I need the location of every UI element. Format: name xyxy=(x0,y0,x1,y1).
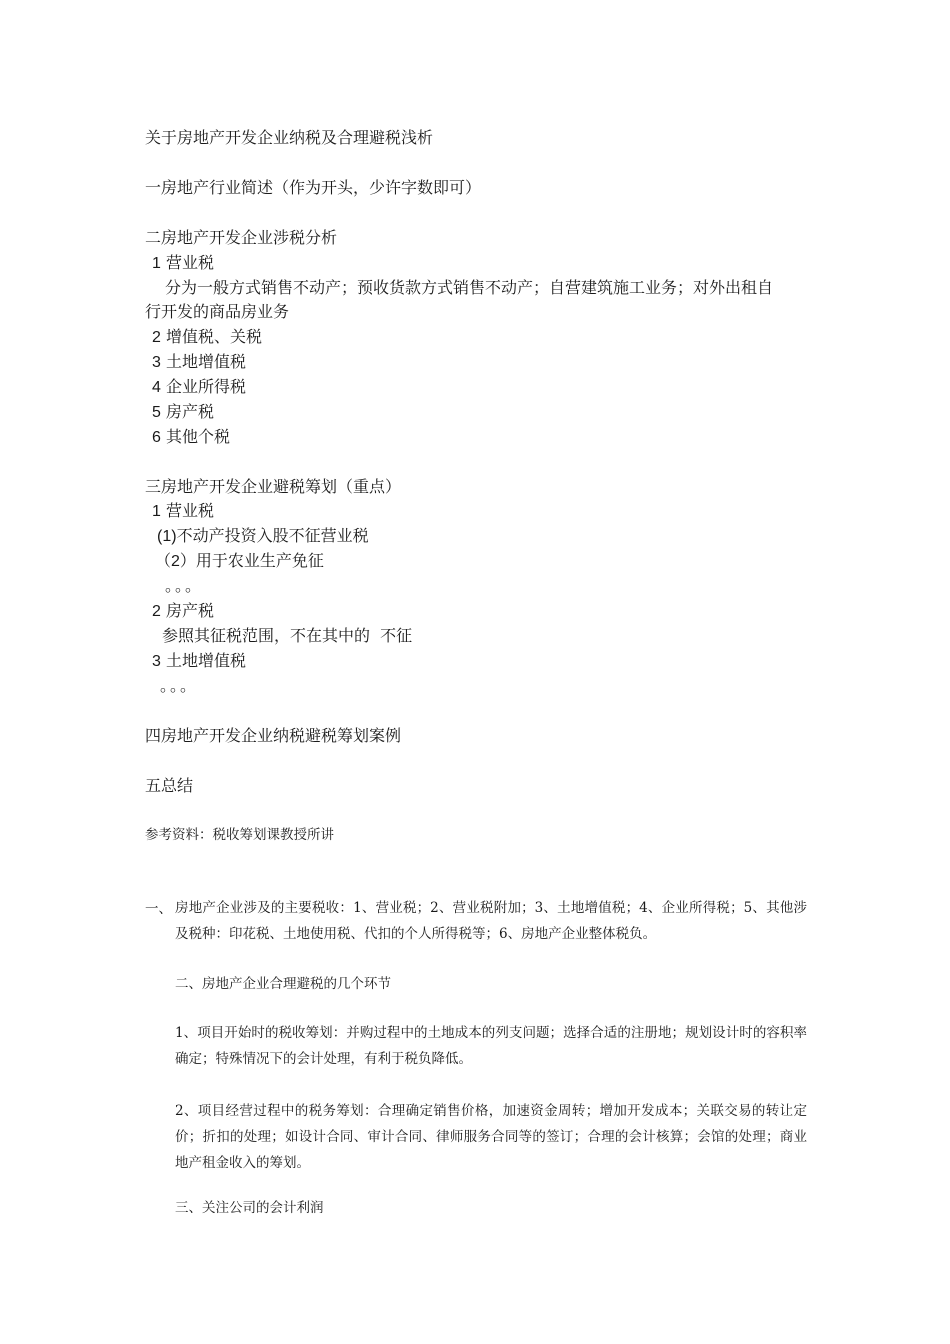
item-number: 5 xyxy=(152,404,161,421)
outline-section-2-item-3 xyxy=(152,352,246,373)
outline-section-2-item-2 xyxy=(152,327,262,348)
item-number: 3 xyxy=(152,653,161,670)
document-title: 关于房地产开发企业纳税及合理避税浅析 xyxy=(145,128,434,147)
sub-label: 不动产投资入股不征营业税 xyxy=(176,526,369,545)
item-label: 房产税 xyxy=(166,402,215,421)
outline-section-3-item-1 xyxy=(152,501,214,522)
item-label: 土地增值税 xyxy=(166,352,247,371)
body-heading-2: 二、房地产企业合理避税的几个环节 xyxy=(175,976,391,992)
body-paragraph-2: 1、项目开始时的税收筹划：并购过程中的土地成本的列支问题；选择合适的注册地；规划设计时的容积率确定；特殊情况下的会计处理，有利于税负降低。 xyxy=(175,1025,807,1067)
body-paragraph-1: 房地产企业涉及的主要税收：1、营业税；2、营业税附加；3、土地增值税；4、企业所得税；5、其他涉及税种：印花税、土地使用税、代扣的个人所得税等；6、房地产企业整体税负。 xyxy=(175,900,807,942)
sub-open-paren: （ xyxy=(155,551,172,570)
outline-section-2-item-1-desc-line-2: 行开发的商品房业务 xyxy=(145,302,290,321)
item-label: 土地增值税 xyxy=(166,651,247,670)
outline-section-3-item-3 xyxy=(152,651,246,672)
outline-section-5: 五总结 xyxy=(145,776,194,795)
item-label: 企业所得税 xyxy=(166,377,247,396)
outline-section-4: 四房地产开发企业纳税避税筹划案例 xyxy=(145,726,402,745)
reference-line: 参考资料：税收筹划课教授所讲 xyxy=(145,827,334,843)
outline-section-3-item-2 xyxy=(152,601,214,622)
item-label: 营业税 xyxy=(166,253,215,272)
item-number: 1 xyxy=(152,255,161,272)
outline-section-3-sub-2 xyxy=(155,551,324,572)
item-number: 4 xyxy=(152,379,161,396)
body-paragraph-3: 2、项目经营过程中的税务筹划：合理确定销售价格，加速资金周转；增加开发成本；关联交易的转让定价；折扣的处理；如设计合同、审计合同、律师服务合同等的签订；合理的会计核算；会馆的处理；商业地产租金收入的筹划。 xyxy=(175,1103,807,1171)
outline-section-3-ellipsis-1: 。。。 xyxy=(165,576,204,595)
item-number: 1 xyxy=(152,503,161,520)
outline-section-3-item-2-desc: 参照其征税范围，不在其中的 不征 xyxy=(162,626,413,645)
outline-section-3-sub-1 xyxy=(157,526,369,547)
item-number: 6 xyxy=(152,429,161,446)
sub-label: ）用于农业生产免征 xyxy=(179,551,324,570)
outline-section-2-item-1-desc-line-1: 分为一般方式销售不动产；预收货款方式销售不动产；自营建筑施工业务；对外出租自 xyxy=(165,278,774,297)
item-label: 房产税 xyxy=(166,601,215,620)
sub-number: 2 xyxy=(171,553,180,570)
item-label: 营业税 xyxy=(166,501,215,520)
item-label: 其他个税 xyxy=(166,427,231,446)
item-number: 3 xyxy=(152,354,161,371)
outline-section-2-item-4 xyxy=(152,377,246,398)
outline-section-2-heading: 二房地产开发企业涉税分析 xyxy=(145,228,338,247)
outline-section-2-item-1 xyxy=(152,253,214,274)
sub-number: (1) xyxy=(157,528,177,545)
outline-section-3-heading: 三房地产开发企业避税筹划（重点） xyxy=(145,477,402,496)
body-heading-3: 三、关注公司的会计利润 xyxy=(175,1200,324,1216)
item-number: 2 xyxy=(152,603,161,620)
item-number: 2 xyxy=(152,329,161,346)
body-paragraph-1-marker: 一、 xyxy=(145,901,172,917)
outline-section-2-item-6 xyxy=(152,427,230,448)
outline-section-2-item-5 xyxy=(152,402,214,423)
outline-section-3-ellipsis-2: 。。。 xyxy=(160,676,199,695)
item-label: 增值税、关税 xyxy=(166,327,263,346)
outline-section-1: 一房地产行业简述（作为开头，少许字数即可） xyxy=(145,178,482,197)
